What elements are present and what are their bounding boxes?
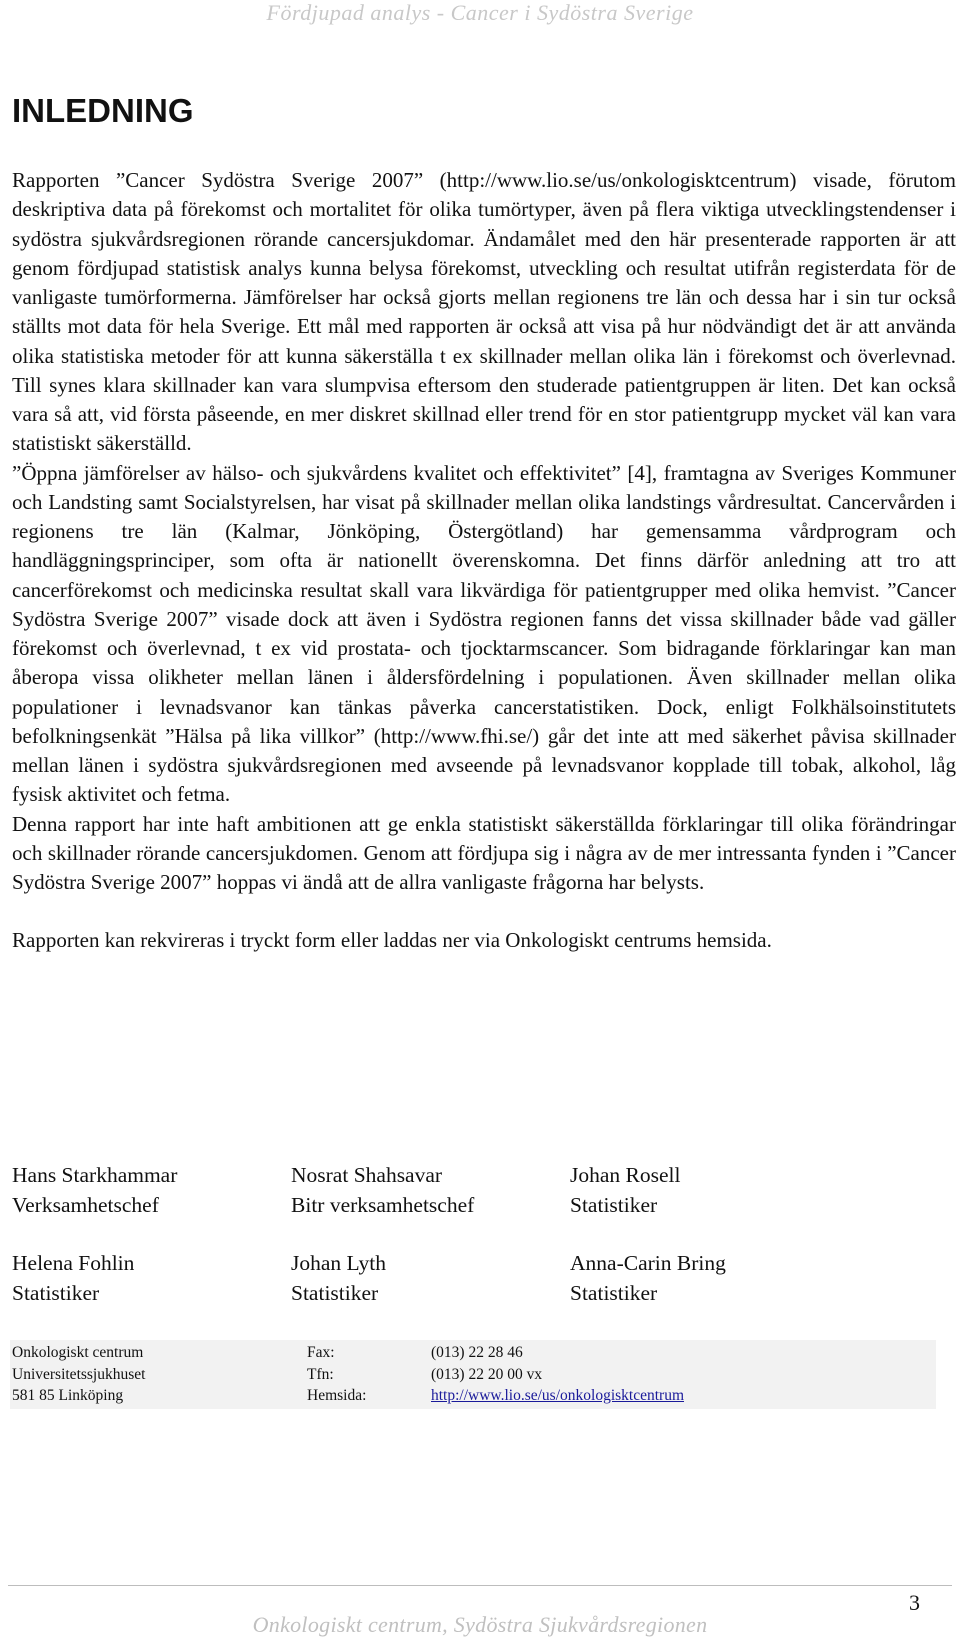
signature: [12, 1249, 291, 1308]
paragraph-availability: Rapporten kan rekvireras i tryckt form eller laddas ner via Onkologiskt centrums hemsida.: [12, 928, 772, 953]
contact-address: Onkologiskt centrum: [12, 1344, 144, 1361]
contact-row: [12, 1342, 936, 1364]
signatory-name: Johan Lyth: [291, 1251, 386, 1275]
contact-row: [12, 1364, 936, 1386]
page-number: 3: [909, 1590, 920, 1615]
contact-value: (013) 22 28 46: [431, 1344, 523, 1361]
signature: [12, 1161, 291, 1220]
signature: [570, 1249, 870, 1308]
signatory-name: Johan Rosell: [570, 1163, 681, 1187]
paragraph-ambition: Denna rapport har inte haft ambitionen att ge enkla statistiskt säkerställda förklaringar till olika förändringar och skillnader rörande cancersjukdomen. Genom att fördjupa sig i några av de mer intressanta fynden i ”Cancer Sydöstra Sverige 2007” hoppas vi ändå att de allra vanligaste frågorna har belysts.: [12, 811, 956, 894]
paragraph-comparisons: ”Öppna jämförelser av hälso- och sjukvårdens kvalitet och effektivitet” [4], framtagna av Sveriges Kommuner och Landsting samt Socialstyrelsen, har visat på skillnader mellan olika landstings vårdresultat. Cancervården i regionens tre län (Kalmar, Jönköping, Östergötland) har gemensamma vårdprogram och handläggningsprinciper, som ofta är nationellt överenskomna. Det finns därför anledning att tro att cancerförekomst och medicinska resultat skall vara likvärdiga för patientgrupper med olika hemvist. ”Cancer Sydöstra Sverige 2007” visade dock att även i Sydöstra regionen fanns det vissa skillnader både vad gäller förekomst och överlevnad, t ex vid prostata- och tjocktarmscancer. Som bidragande förklaringar kan man åberopa vissa olikheter mellan länen i åldersfördelning i populationen. Även skillnader mellan olika populationer i levnadsvanor kan tänkas påverka cancerstatistiken. Dock, enligt Folkhälsoinstitutets befolkningsenkät ”Hälsa på lika villkor” (http://www.fhi.se/) går det inte att med säkerhet påvisa skillnader mellan länen i sydöstra sjukvårdsregionen med avseende på levnadsvanor kopplade till tobak, alkohol, låg fysisk aktivitet och fetma.: [12, 460, 956, 807]
running-footer: Onkologiskt centrum, Sydöstra Sjukvårdsregionen: [252, 1612, 708, 1637]
signature: [291, 1249, 570, 1308]
signatory-name: Hans Starkhammar: [12, 1163, 178, 1187]
contact-box: [10, 1340, 936, 1409]
paragraph-intro: Rapporten ”Cancer Sydöstra Sverige 2007” (http://www.lio.se/us/onkologisktcentrum) visade, förutom deskriptiva data på förekomst och mortalitet för olika tumörtyper, även på flera viktiga utvecklingstendenser i sydöstra sjukvårdsregionen rörande cancersjukdomar. Ändamålet med den här presenterade rapporten är att genom fördjupad statistisk analys kunna belysa förekomst, utveckling och resultat utifrån registerdata för de vanligaste tumörformerna. Jämförelser har också gjorts mellan regionens tre län och dessa har i sin tur också ställts mot data för hela Sverige. Ett mål med rapporten är också att visa på hur nödvändigt det är att använda olika statistiska metoder för att kunna säkerställa t ex skillnader mellan olika län i förekomst och överlevnad. Till synes klara skillnader kan vara slumpvisa eftersom den studerade patientgruppen är liten. Det kan också vara så att, vid första påseende, en mer diskret skillnad eller trend för en stor patientgrupp mycket väl kan vara statistiskt säkerställd.: [12, 168, 956, 456]
contact-value: (013) 22 20 00 vx: [431, 1365, 543, 1383]
signatory-title: Verksamhetschef: [12, 1192, 159, 1217]
signatory-title: Statistiker: [570, 1280, 658, 1305]
signature-row: [12, 1161, 956, 1220]
contact-label: Fax:: [307, 1344, 335, 1361]
contact-label: Hemsida:: [307, 1387, 367, 1404]
contact-address: 581 85 Linköping: [12, 1387, 124, 1404]
contact-row: [12, 1385, 936, 1407]
signature: [291, 1161, 570, 1220]
signature-row: [12, 1249, 956, 1308]
contact-label: Tfn:: [307, 1365, 334, 1383]
body-text: [12, 166, 956, 956]
section-heading: INLEDNING: [12, 92, 194, 129]
signatory-title: Statistiker: [12, 1280, 100, 1305]
signatory-name: Helena Fohlin: [12, 1251, 135, 1275]
footer-divider: [8, 1585, 952, 1586]
website-link[interactable]: http://www.lio.se/us/onkologisktcentrum: [431, 1387, 685, 1404]
signature: [570, 1161, 870, 1220]
running-header: Fördjupad analys - Cancer i Sydöstra Sverige: [266, 0, 694, 25]
contact-address: Universitetssjukhuset: [12, 1365, 146, 1383]
signatory-title: Statistiker: [570, 1192, 658, 1217]
signatory-title: Bitr verksamhetschef: [291, 1192, 475, 1217]
signatory-name: Anna-Carin Bring: [570, 1251, 726, 1275]
signatory-name: Nosrat Shahsavar: [291, 1163, 443, 1187]
signatory-title: Statistiker: [291, 1280, 379, 1305]
signature-block: [12, 1161, 956, 1337]
